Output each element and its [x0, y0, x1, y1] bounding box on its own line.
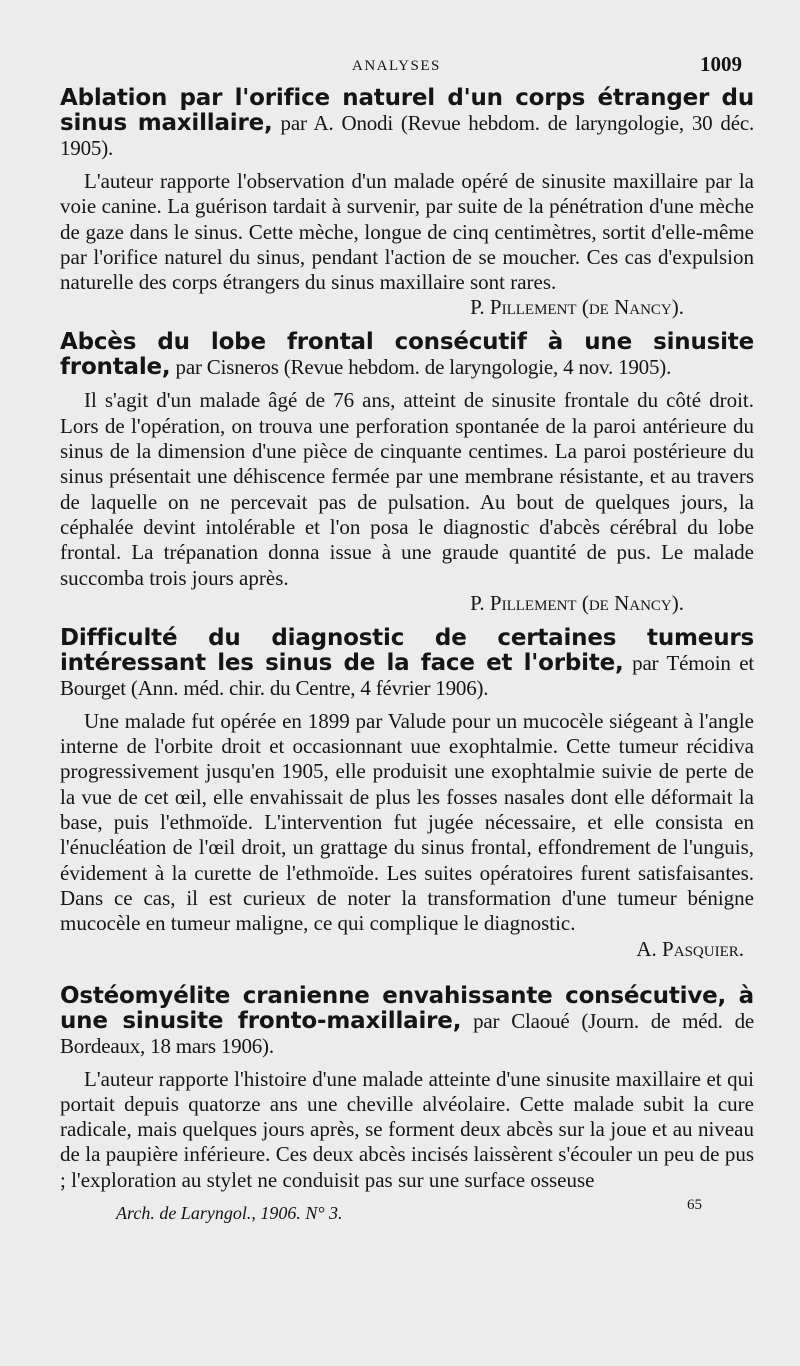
article-paragraph: Une malade fut opérée en 1899 par Valude pour un mucocèle siégeant à l'angle interne de l'orbite droit et occasionnant uue exophtalmie. Cette tumeur récidiva progressivement jusqu'en 1905, elle produisit une exophtalmie suivie de perte de la vue de cet œil, elle envahissait de plus les fosses nasales dont elle déformait la base, puis l'ethmoïde. L'intervention fut jugée nécessaire, et elle consista en l'énucléation de l'œil droit, un grattage du sinus frontal, effondrement de l'unguis, évidement à la curette de l'ethmoïde. Les suites opératoires furent satisfaisantes. Dans ce cas, il est curieux de noter la transformation d'une tumeur bénigne mucocèle en tumeur maligne, ce qui complique le diagnostic. [60, 708, 754, 936]
article-title [60, 330, 754, 380]
article-cisneros [60, 330, 754, 615]
footer-journal: Arch. de Laryngol., 1906. N° 3. [116, 1203, 343, 1224]
article-signature: P. Pillement (de Nancy). [470, 295, 684, 320]
article-paragraph: L'auteur rapporte l'observation d'un malade opéré de sinusite maxillaire par la voie canine. La guérison tardait à survenir, par suite de la pénétration d'une mèche de gaze dans le sinus. Cette mèche, longue de cinq centimètres, sortit d'elle-même par l'orifice naturel du sinus, pendant l'action de se moucher. Ces cas d'expulsion naturelle des corps étrangers du sinus maxillaire sont rares. [60, 169, 754, 295]
page-footer [60, 1197, 754, 1233]
section-title: ANALYSES [352, 58, 441, 74]
title-citation: par Cisneros (Revue hebdom. de laryngologie, 4 nov. 1905). [170, 355, 672, 380]
article-temoin-bourget [60, 626, 754, 962]
sheet-number: 65 [687, 1197, 702, 1214]
article-paragraph: Il s'agit d'un malade âgé de 76 ans, atteint de sinusite frontale du côté droit. Lors de l'opération, on trouva une perforation spontanée de la paroi antérieure du sinus de la dimension d'une pièce de cinquante centimes. La paroi postérieure du sinus présentait une déhiscence fermée par une membrane résistante, et au travers de laquelle on ne percevait pas de pulsation. Au bout de quelques jours, la céphalée devint intolérable et l'on posa le diagnostic d'abcès cérébral du lobe frontal. La trépanation donna issue à une graude quantité de pus. Le malade succomba trois jours après. [60, 388, 754, 590]
title-citation: par A. Onodi (Revue hebdom. de laryngologie, 30 déc. 1905). [60, 111, 754, 160]
article-title [60, 86, 754, 161]
article-title [60, 984, 754, 1059]
title-bold: Abcès du lobe frontal consécutif à une sinusite frontale, [60, 329, 754, 381]
title-citation: par Claoué (Journ. de méd. de Bordeaux, 18 mars 1906). [60, 1008, 754, 1058]
article-signature: A. Pasquier. [636, 936, 744, 961]
title-bold: Ostéomyélite cranienne envahissante consécutive, à une sinusite fronto-maxillaire, [60, 982, 754, 1034]
title-bold: Difficulté du diagnostic de certaines tumeurs intéressant les sinus de la face et l'orbite, [60, 624, 754, 676]
title-citation: par Témoin et Bourget (Ann. méd. chir. du Centre, 4 février 1906). [60, 650, 754, 700]
article-paragraph: L'auteur rapporte l'histoire d'une malade atteinte d'une sinusite maxillaire et qui portait depuis quatorze ans une cheville alvéolaire. Cette malade subit la cure radicale, mais quelques jours après, se forment deux abcès sur la joue et au niveau de la paupière inférieure. Ces deux abcès incisés laissèrent s'écouler un peu de pus ; l'exploration au stylet ne conduisit pas sur une surface osseuse [60, 1066, 754, 1192]
article-onodi [60, 86, 754, 320]
article-signature: P. Pillement (de Nancy). [470, 590, 684, 615]
running-header [60, 52, 754, 86]
article-claoue [60, 984, 754, 1193]
page-number: 1009 [700, 52, 742, 76]
title-bold: Ablation par l'orifice naturel d'un corps étranger du sinus maxillaire, [60, 85, 754, 136]
article-title [60, 626, 754, 701]
